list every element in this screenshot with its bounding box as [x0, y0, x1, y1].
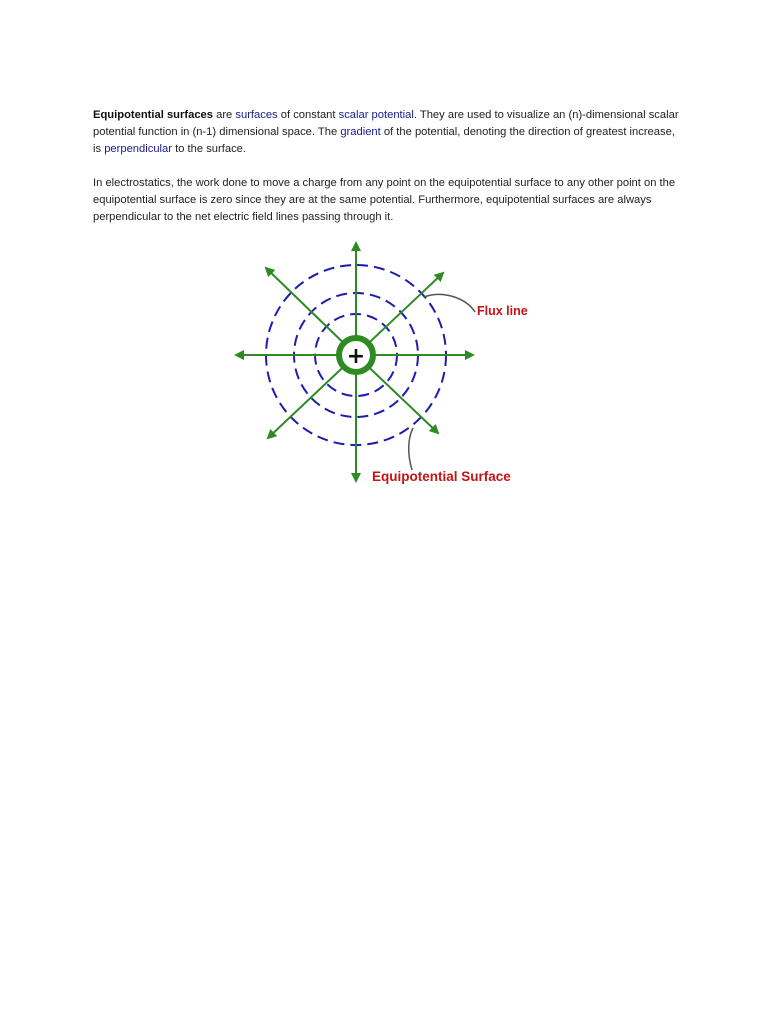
text-run: of the potential, denoting the direction of greatest increase, is — [93, 126, 675, 155]
flux-label-pointer — [424, 294, 475, 312]
link-scalar-potential[interactable]: scalar potential — [338, 109, 414, 121]
text-run: . They are used to visualize an (n)-dimensional scalar potential function in (n-1) dimensional space. The — [93, 109, 679, 138]
equipotential-label-pointer — [409, 428, 413, 470]
text-run: are — [212, 109, 236, 121]
link-gradient[interactable]: gradient — [340, 126, 381, 138]
paragraph-electrostatics: In electrostatics, the work done to move a charge from any point on the equipotential surface to any other point on the equipotential surface is zero since they are at the same potential. Furthermore, equipotential surfaces are always perpendicular to the net electric field lines passing through it. — [93, 177, 676, 223]
paragraph-definition — [93, 107, 683, 158]
term-equipotential-surfaces: Equipotential surfaces — [93, 109, 213, 121]
flux-line-label: Flux line — [477, 304, 528, 318]
link-perpendicular[interactable]: perpendicular — [104, 143, 172, 155]
field-diagram — [228, 238, 538, 488]
equipotential-surface-label: Equipotential Surface — [372, 469, 511, 484]
plus-sign: + — [346, 344, 366, 369]
text-run: of constant — [277, 109, 339, 121]
link-surfaces[interactable]: surfaces — [235, 109, 278, 121]
text-run: to the surface. — [171, 143, 246, 155]
equipotential-figure — [228, 238, 538, 488]
